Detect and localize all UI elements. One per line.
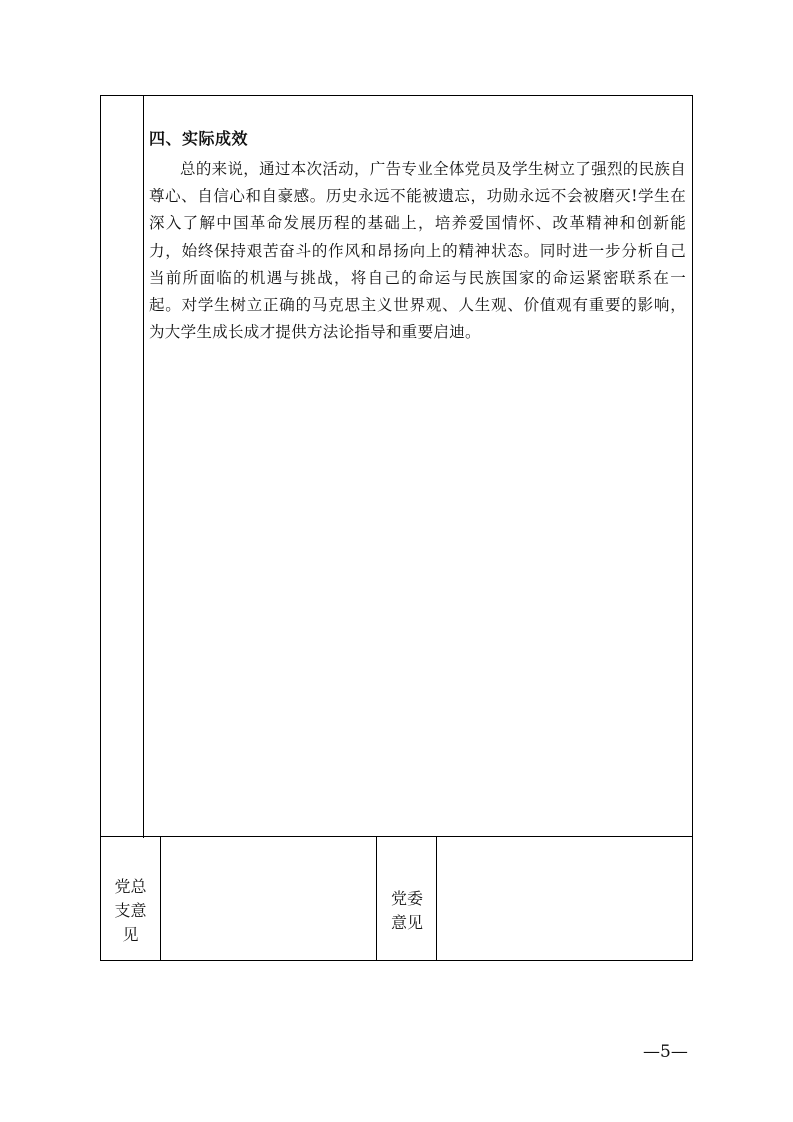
section-body-paragraph: 总的来说，通过本次活动，广告专业全体党员及学生树立了强烈的民族自尊心、自信心和自豪感。历史永远不能被遗忘，功勋永远不会被磨灭!学生在深入了解中国革命发展历程的基础上，培养爱国情怀、改革精神和创新能力，始终保持艰苦奋斗的作风和昂扬向上的精神状态。同时进一步分析自己当前所面临的机遇与挑战，将自己的命运与民族国家的命运紧密联系在一起。对学生树立正确的马克思主义世界观、人生观、价值观有重要的影响，为大学生成长成才提供方法论指导和重要启迪。 (149, 160, 686, 342)
left-margin-column-divider (143, 95, 144, 838)
section-heading: 四、实际成效 (149, 129, 249, 148)
branch-opinion-field (162, 838, 375, 960)
committee-opinion-label (377, 862, 437, 960)
branch-label-line-2: 支意 (114, 901, 147, 920)
committee-label-line-2: 意见 (390, 913, 423, 932)
committee-opinion-field (438, 838, 692, 960)
branch-label-line-1: 党总 (114, 877, 147, 896)
page-number: —5— (643, 1042, 688, 1062)
opinion-row-divider (100, 836, 693, 837)
branch-label-line-3: 见 (122, 925, 139, 944)
branch-label-divider (160, 836, 161, 961)
committee-label-line-1: 党委 (390, 889, 423, 908)
branch-opinion-label (101, 862, 160, 960)
